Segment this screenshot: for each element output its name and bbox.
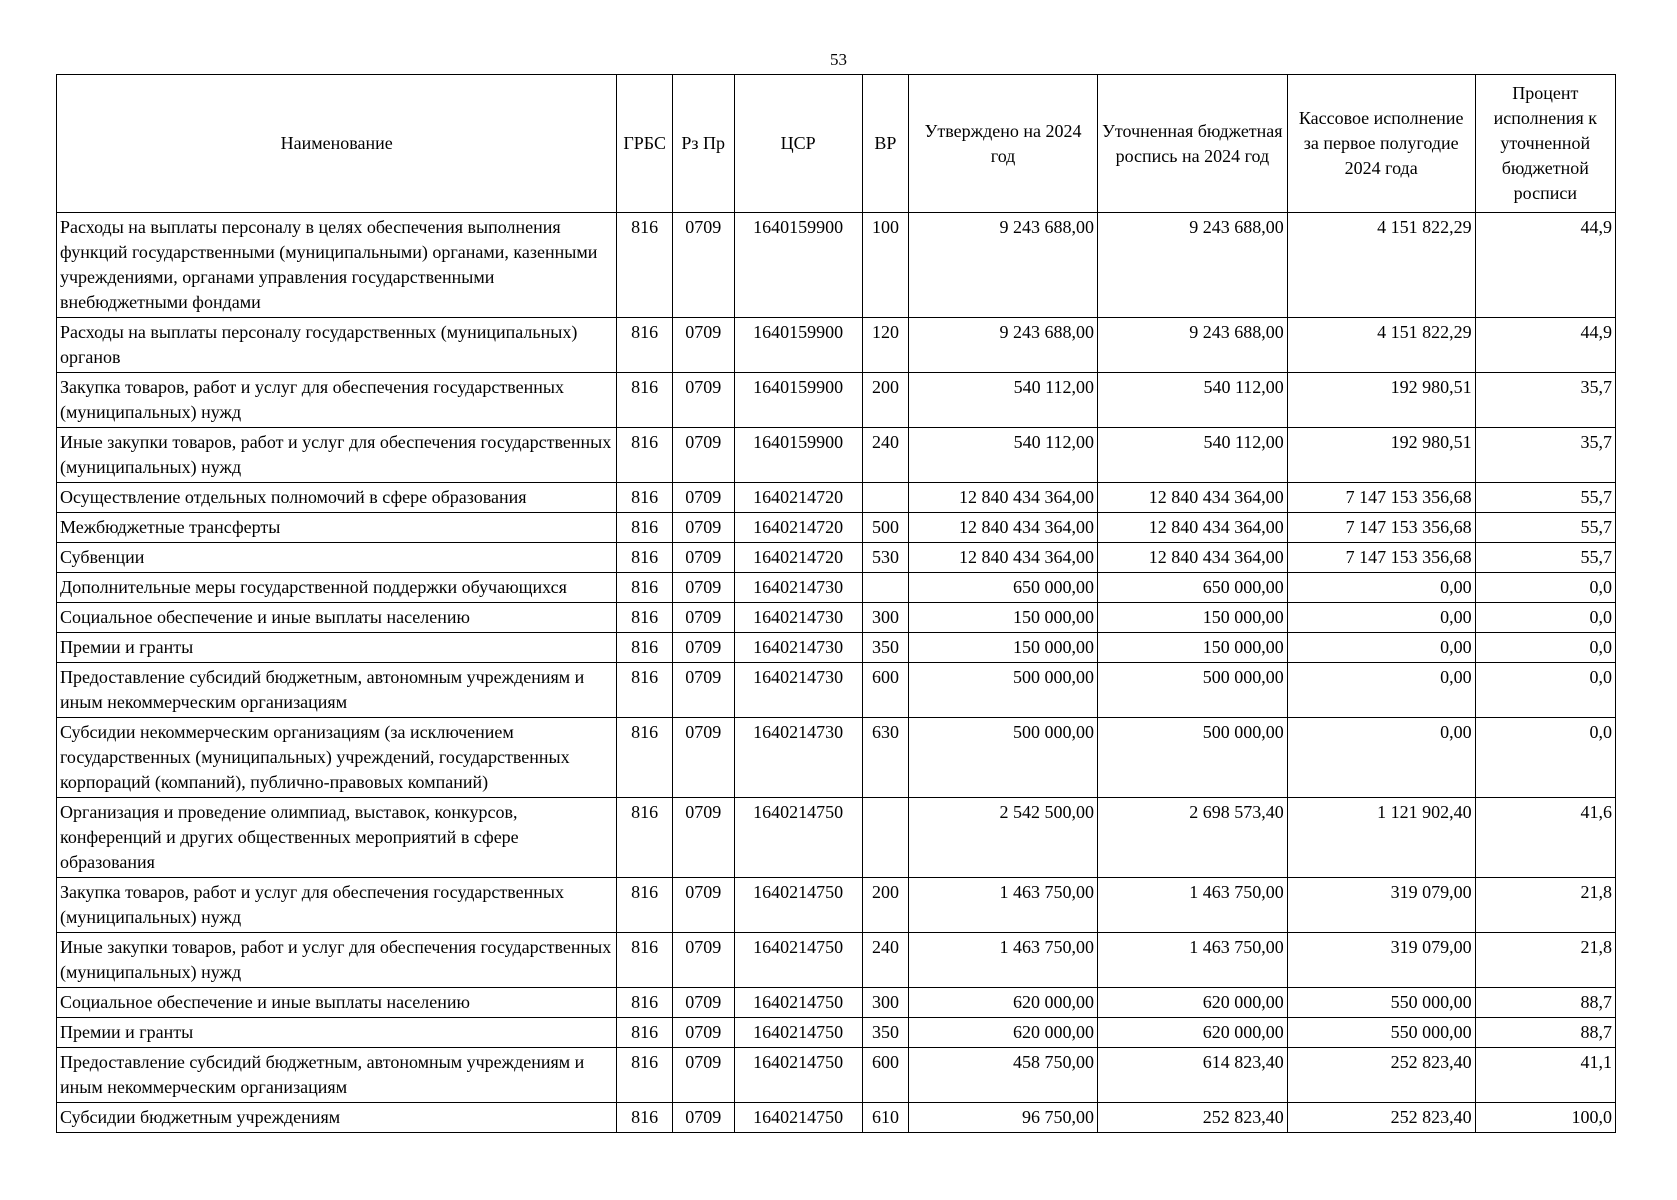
cell-grbs: 816	[617, 483, 673, 513]
cell-grbs: 816	[617, 798, 673, 878]
cell-name: Расходы на выплаты персоналу государственных (муниципальных) органов	[57, 318, 617, 373]
budget-table	[56, 74, 1616, 1133]
cell-rzpr: 0709	[672, 1018, 734, 1048]
cell-specified: 9 243 688,00	[1097, 213, 1287, 318]
cell-grbs: 816	[617, 373, 673, 428]
header-cash: Кассовое исполнение за первое полугодие 2024 года	[1287, 75, 1475, 213]
cell-rzpr: 0709	[672, 318, 734, 373]
cell-csr: 1640159900	[734, 428, 862, 483]
cell-grbs: 816	[617, 543, 673, 573]
table-row	[57, 213, 1616, 318]
cell-percent: 44,9	[1475, 213, 1615, 318]
cell-percent: 55,7	[1475, 483, 1615, 513]
header-row	[57, 75, 1616, 213]
cell-percent: 0,0	[1475, 663, 1615, 718]
cell-specified: 500 000,00	[1097, 663, 1287, 718]
cell-specified: 650 000,00	[1097, 573, 1287, 603]
cell-approved: 12 840 434 364,00	[909, 543, 1098, 573]
cell-rzpr: 0709	[672, 988, 734, 1018]
cell-csr: 1640214750	[734, 878, 862, 933]
cell-cash: 192 980,51	[1287, 373, 1475, 428]
cell-specified: 500 000,00	[1097, 718, 1287, 798]
cell-specified: 620 000,00	[1097, 1018, 1287, 1048]
cell-specified: 150 000,00	[1097, 633, 1287, 663]
header-approved: Утверждено на 2024 год	[909, 75, 1098, 213]
table-row	[57, 988, 1616, 1018]
cell-rzpr: 0709	[672, 573, 734, 603]
cell-vr: 500	[862, 513, 908, 543]
cell-csr: 1640214730	[734, 573, 862, 603]
cell-grbs: 816	[617, 988, 673, 1018]
cell-grbs: 816	[617, 513, 673, 543]
header-vr: ВР	[862, 75, 908, 213]
table-row	[57, 663, 1616, 718]
cell-percent: 55,7	[1475, 543, 1615, 573]
cell-name: Премии и гранты	[57, 633, 617, 663]
cell-approved: 650 000,00	[909, 573, 1098, 603]
cell-cash: 0,00	[1287, 573, 1475, 603]
cell-vr: 600	[862, 1048, 908, 1103]
cell-approved: 500 000,00	[909, 663, 1098, 718]
cell-approved: 9 243 688,00	[909, 318, 1098, 373]
cell-percent: 21,8	[1475, 878, 1615, 933]
cell-name: Предоставление субсидий бюджетным, автономным учреждениям и иным некоммерческим организациям	[57, 663, 617, 718]
cell-csr: 1640214720	[734, 483, 862, 513]
cell-name: Организация и проведение олимпиад, выставок, конкурсов, конференций и других общественных мероприятий в сфере образования	[57, 798, 617, 878]
cell-grbs: 816	[617, 718, 673, 798]
cell-vr: 240	[862, 428, 908, 483]
table-row	[57, 933, 1616, 988]
cell-vr: 600	[862, 663, 908, 718]
cell-percent: 100,0	[1475, 1103, 1615, 1133]
cell-cash: 0,00	[1287, 718, 1475, 798]
cell-rzpr: 0709	[672, 543, 734, 573]
cell-grbs: 816	[617, 1018, 673, 1048]
cell-rzpr: 0709	[672, 483, 734, 513]
cell-percent: 41,1	[1475, 1048, 1615, 1103]
cell-specified: 12 840 434 364,00	[1097, 483, 1287, 513]
table-row	[57, 543, 1616, 573]
cell-rzpr: 0709	[672, 603, 734, 633]
cell-specified: 1 463 750,00	[1097, 878, 1287, 933]
cell-cash: 7 147 153 356,68	[1287, 513, 1475, 543]
cell-specified: 150 000,00	[1097, 603, 1287, 633]
page-number: 53	[830, 50, 847, 69]
cell-name: Закупка товаров, работ и услуг для обеспечения государственных (муниципальных) нужд	[57, 373, 617, 428]
cell-name: Социальное обеспечение и иные выплаты населению	[57, 603, 617, 633]
cell-csr: 1640214750	[734, 1018, 862, 1048]
cell-rzpr: 0709	[672, 1048, 734, 1103]
header-rzpr: Рз Пр	[672, 75, 734, 213]
cell-csr: 1640159900	[734, 373, 862, 428]
cell-approved: 150 000,00	[909, 603, 1098, 633]
cell-approved: 12 840 434 364,00	[909, 483, 1098, 513]
table-row	[57, 1048, 1616, 1103]
cell-vr: 240	[862, 933, 908, 988]
table-row	[57, 483, 1616, 513]
cell-cash: 252 823,40	[1287, 1103, 1475, 1133]
cell-cash: 0,00	[1287, 663, 1475, 718]
cell-grbs: 816	[617, 213, 673, 318]
cell-rzpr: 0709	[672, 513, 734, 543]
cell-csr: 1640214750	[734, 1103, 862, 1133]
cell-csr: 1640214720	[734, 543, 862, 573]
cell-percent: 0,0	[1475, 603, 1615, 633]
cell-name: Иные закупки товаров, работ и услуг для обеспечения государственных (муниципальных) нужд	[57, 933, 617, 988]
cell-approved: 1 463 750,00	[909, 933, 1098, 988]
cell-approved: 620 000,00	[909, 988, 1098, 1018]
cell-approved: 150 000,00	[909, 633, 1098, 663]
cell-approved: 540 112,00	[909, 428, 1098, 483]
cell-name: Осуществление отдельных полномочий в сфере образования	[57, 483, 617, 513]
cell-approved: 12 840 434 364,00	[909, 513, 1098, 543]
header-name: Наименование	[57, 75, 617, 213]
cell-approved: 500 000,00	[909, 718, 1098, 798]
cell-cash: 550 000,00	[1287, 1018, 1475, 1048]
table-body	[57, 213, 1616, 1133]
table-row	[57, 573, 1616, 603]
cell-rzpr: 0709	[672, 878, 734, 933]
cell-approved: 540 112,00	[909, 373, 1098, 428]
cell-specified: 614 823,40	[1097, 1048, 1287, 1103]
table-header	[57, 75, 1616, 213]
cell-cash: 252 823,40	[1287, 1048, 1475, 1103]
cell-vr: 630	[862, 718, 908, 798]
cell-vr: 300	[862, 988, 908, 1018]
table-row	[57, 513, 1616, 543]
table-row	[57, 1103, 1616, 1133]
table-row	[57, 373, 1616, 428]
cell-grbs: 816	[617, 1103, 673, 1133]
cell-csr: 1640214730	[734, 718, 862, 798]
cell-specified: 2 698 573,40	[1097, 798, 1287, 878]
cell-cash: 7 147 153 356,68	[1287, 483, 1475, 513]
table-row	[57, 633, 1616, 663]
cell-grbs: 816	[617, 933, 673, 988]
cell-rzpr: 0709	[672, 428, 734, 483]
cell-grbs: 816	[617, 603, 673, 633]
cell-rzpr: 0709	[672, 1103, 734, 1133]
cell-grbs: 816	[617, 633, 673, 663]
cell-vr: 350	[862, 633, 908, 663]
cell-percent: 21,8	[1475, 933, 1615, 988]
cell-csr: 1640214750	[734, 798, 862, 878]
cell-grbs: 816	[617, 663, 673, 718]
table-row	[57, 318, 1616, 373]
table-row	[57, 1018, 1616, 1048]
cell-cash: 319 079,00	[1287, 933, 1475, 988]
cell-rzpr: 0709	[672, 663, 734, 718]
cell-csr: 1640214750	[734, 933, 862, 988]
table-row	[57, 718, 1616, 798]
cell-grbs: 816	[617, 1048, 673, 1103]
cell-vr: 200	[862, 878, 908, 933]
cell-percent: 35,7	[1475, 428, 1615, 483]
cell-percent: 88,7	[1475, 988, 1615, 1018]
cell-vr	[862, 798, 908, 878]
cell-name: Межбюджетные трансферты	[57, 513, 617, 543]
cell-approved: 2 542 500,00	[909, 798, 1098, 878]
cell-percent: 44,9	[1475, 318, 1615, 373]
cell-grbs: 816	[617, 318, 673, 373]
cell-rzpr: 0709	[672, 798, 734, 878]
cell-specified: 12 840 434 364,00	[1097, 513, 1287, 543]
cell-csr: 1640214730	[734, 603, 862, 633]
table-row	[57, 428, 1616, 483]
cell-approved: 96 750,00	[909, 1103, 1098, 1133]
table-row	[57, 798, 1616, 878]
cell-vr: 610	[862, 1103, 908, 1133]
cell-csr: 1640214750	[734, 1048, 862, 1103]
cell-name: Предоставление субсидий бюджетным, автономным учреждениям и иным некоммерческим организациям	[57, 1048, 617, 1103]
cell-grbs: 816	[617, 428, 673, 483]
cell-specified: 540 112,00	[1097, 428, 1287, 483]
cell-csr: 1640214750	[734, 988, 862, 1018]
cell-percent: 35,7	[1475, 373, 1615, 428]
header-percent: Процент исполнения к уточненной бюджетной росписи	[1475, 75, 1615, 213]
cell-vr: 350	[862, 1018, 908, 1048]
cell-csr: 1640159900	[734, 213, 862, 318]
cell-csr: 1640214730	[734, 663, 862, 718]
cell-specified: 540 112,00	[1097, 373, 1287, 428]
cell-rzpr: 0709	[672, 373, 734, 428]
cell-approved: 1 463 750,00	[909, 878, 1098, 933]
cell-cash: 0,00	[1287, 633, 1475, 663]
cell-name: Субсидии некоммерческим организациям (за исключением государственных (муниципальных) учреждений, государственных корпораций (компаний), публично-правовых компаний)	[57, 718, 617, 798]
header-csr: ЦСР	[734, 75, 862, 213]
cell-specified: 9 243 688,00	[1097, 318, 1287, 373]
cell-percent: 88,7	[1475, 1018, 1615, 1048]
cell-name: Дополнительные меры государственной поддержки обучающихся	[57, 573, 617, 603]
cell-cash: 0,00	[1287, 603, 1475, 633]
cell-specified: 620 000,00	[1097, 988, 1287, 1018]
cell-specified: 252 823,40	[1097, 1103, 1287, 1133]
cell-vr: 300	[862, 603, 908, 633]
cell-rzpr: 0709	[672, 933, 734, 988]
cell-name: Субсидии бюджетным учреждениям	[57, 1103, 617, 1133]
cell-csr: 1640159900	[734, 318, 862, 373]
cell-csr: 1640214720	[734, 513, 862, 543]
cell-approved: 620 000,00	[909, 1018, 1098, 1048]
table-row	[57, 603, 1616, 633]
cell-csr: 1640214730	[734, 633, 862, 663]
header-grbs: ГРБС	[617, 75, 673, 213]
cell-specified: 12 840 434 364,00	[1097, 543, 1287, 573]
cell-name: Расходы на выплаты персоналу в целях обеспечения выполнения функций государственными (муниципальными) органами, казенными учреждениями, органами управления государственными внебюджетными фондами	[57, 213, 617, 318]
cell-cash: 4 151 822,29	[1287, 318, 1475, 373]
cell-cash: 550 000,00	[1287, 988, 1475, 1018]
cell-vr: 100	[862, 213, 908, 318]
cell-name: Субвенции	[57, 543, 617, 573]
cell-name: Иные закупки товаров, работ и услуг для обеспечения государственных (муниципальных) нужд	[57, 428, 617, 483]
cell-rzpr: 0709	[672, 213, 734, 318]
cell-vr: 200	[862, 373, 908, 428]
cell-percent: 0,0	[1475, 718, 1615, 798]
cell-percent: 55,7	[1475, 513, 1615, 543]
cell-cash: 4 151 822,29	[1287, 213, 1475, 318]
cell-vr: 530	[862, 543, 908, 573]
cell-rzpr: 0709	[672, 718, 734, 798]
cell-name: Закупка товаров, работ и услуг для обеспечения государственных (муниципальных) нужд	[57, 878, 617, 933]
cell-name: Премии и гранты	[57, 1018, 617, 1048]
cell-cash: 1 121 902,40	[1287, 798, 1475, 878]
cell-name: Социальное обеспечение и иные выплаты населению	[57, 988, 617, 1018]
cell-grbs: 816	[617, 878, 673, 933]
cell-cash: 192 980,51	[1287, 428, 1475, 483]
cell-cash: 319 079,00	[1287, 878, 1475, 933]
table-row	[57, 878, 1616, 933]
cell-vr	[862, 573, 908, 603]
cell-approved: 458 750,00	[909, 1048, 1098, 1103]
cell-percent: 0,0	[1475, 633, 1615, 663]
cell-vr: 120	[862, 318, 908, 373]
cell-rzpr: 0709	[672, 633, 734, 663]
header-specified: Уточненная бюджетная роспись на 2024 год	[1097, 75, 1287, 213]
cell-grbs: 816	[617, 573, 673, 603]
cell-approved: 9 243 688,00	[909, 213, 1098, 318]
cell-percent: 0,0	[1475, 573, 1615, 603]
cell-vr	[862, 483, 908, 513]
cell-percent: 41,6	[1475, 798, 1615, 878]
cell-cash: 7 147 153 356,68	[1287, 543, 1475, 573]
cell-specified: 1 463 750,00	[1097, 933, 1287, 988]
